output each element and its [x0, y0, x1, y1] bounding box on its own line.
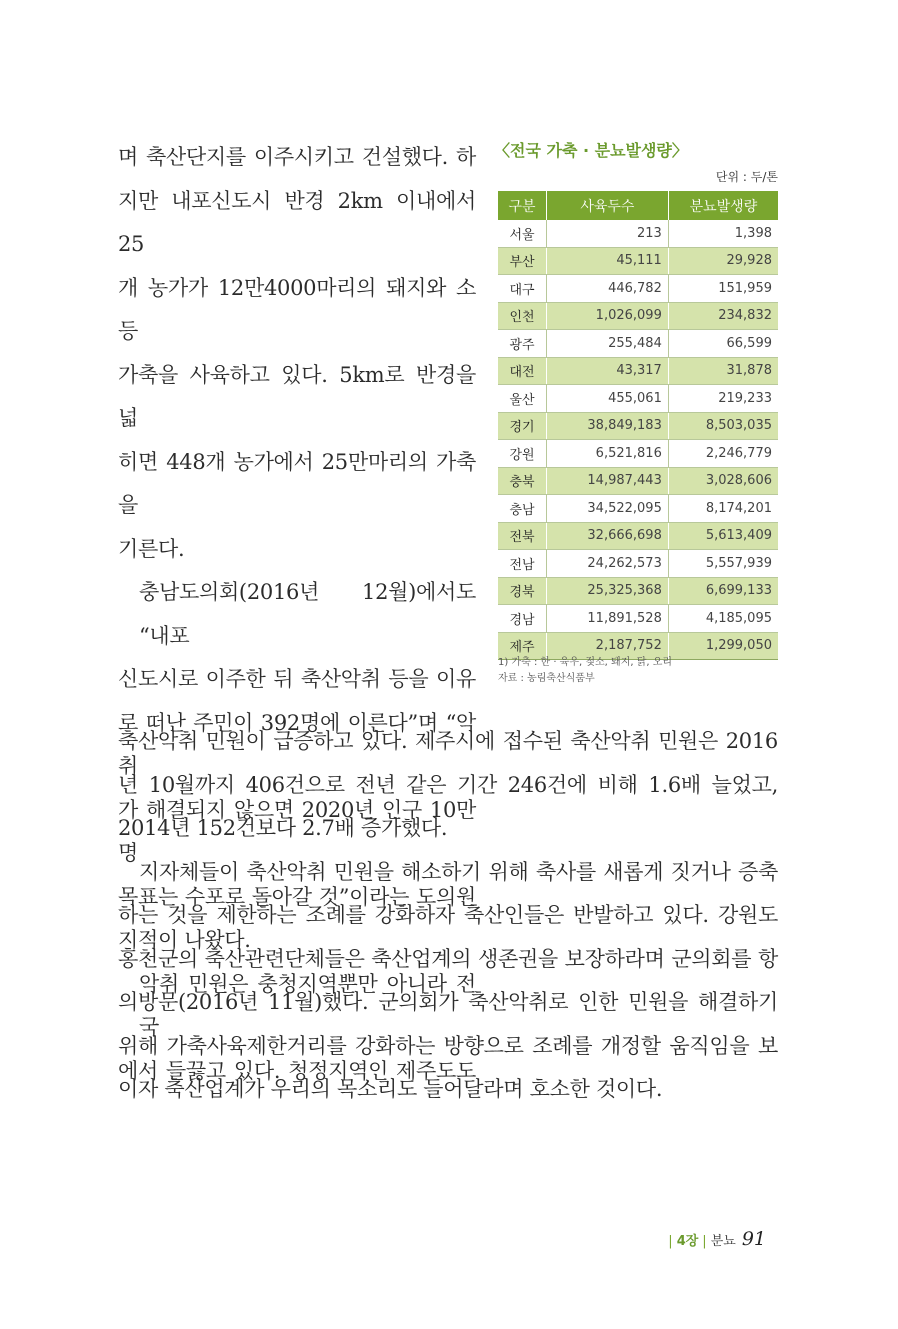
- cell-manure: 151,959: [668, 275, 778, 303]
- cell-manure: 31,878: [668, 357, 778, 385]
- full-width-text: [118, 720, 778, 1112]
- table-row: [498, 302, 778, 330]
- table-row: [498, 577, 778, 605]
- cell-manure: 1,299,050: [668, 632, 778, 660]
- cell-manure: 66,599: [668, 330, 778, 358]
- table-row: [498, 605, 778, 633]
- cell-manure: 5,557,939: [668, 550, 778, 578]
- cell-region: 충남: [498, 495, 547, 523]
- table-row: [498, 247, 778, 275]
- table-unit: 단위 : 두/톤: [715, 170, 778, 184]
- header-livestock: 사육두수: [547, 191, 669, 220]
- paragraph: 축산악취 민원이 급증하고 있다. 제주시에 접수된 축산악취 민원은 2016년 10월까지 406건으로 전년 같은 기간 246건에 비해 1.6배 늘었고, 2014년 152건보다 2.7배 증가했다.: [118, 729, 778, 840]
- cell-manure: 29,928: [668, 247, 778, 275]
- cell-region: 전북: [498, 522, 547, 550]
- footer-divider: |: [702, 1234, 707, 1249]
- cell-region: 인천: [498, 302, 547, 330]
- table-row: [498, 522, 778, 550]
- cell-manure: 8,174,201: [668, 495, 778, 523]
- cell-livestock: 14,987,443: [547, 467, 669, 495]
- table-row: [498, 550, 778, 578]
- footer-section: 분뇨: [710, 1234, 736, 1249]
- text-line: 히면 448개 농가에서 25만마리의 가축을: [118, 449, 476, 517]
- paragraph: 지자체들이 축산악취 민원을 해소하기 위해 축사를 새롭게 짓거나 증축하는 것을 제한하는 조례를 강화하자 축산인들은 반발하고 있다. 강원도 홍천군의 축산관련단체들은 축산업계의 생존권을 보장하라며 군의회를 항의방문(2016년 11월)했다. 군의회가 축산악취로 인한 민원을 해결하기 위해 가축사육제한거리를 강화하는 방향으로 조례를 개정할 움직임을 보이자 축산업계가 우리의 목소리도 들어달라며 호소한 것이다.: [118, 859, 778, 1101]
- cell-manure: 2,246,779: [668, 440, 778, 468]
- footer-chapter: 4장: [676, 1234, 699, 1249]
- table-row: [498, 440, 778, 468]
- cell-manure: 3,028,606: [668, 467, 778, 495]
- cell-livestock: 34,522,095: [547, 495, 669, 523]
- cell-livestock: 11,891,528: [547, 605, 669, 633]
- note-source: 자료 : 농림축산식품부: [498, 673, 595, 684]
- cell-region: 전남: [498, 550, 547, 578]
- cell-region: 대구: [498, 275, 547, 303]
- cell-region: 경기: [498, 412, 547, 440]
- footer-divider: |: [668, 1234, 673, 1249]
- text-line: 가축을 사육하고 있다. 5km로 반경을 넓: [118, 362, 476, 430]
- cell-region: 경북: [498, 577, 547, 605]
- note-livestock: 1) 가축 : 한 · 육우, 젖소, 돼지, 닭, 오리: [498, 657, 673, 668]
- table-notes: [498, 655, 672, 687]
- table-row: [498, 275, 778, 303]
- cell-livestock: 43,317: [547, 357, 669, 385]
- cell-livestock: 25,325,368: [547, 577, 669, 605]
- text-line: 가 해결되지 않으면 2020년 인구 10만명: [118, 797, 476, 865]
- table-row: [498, 412, 778, 440]
- cell-livestock: 455,061: [547, 385, 669, 413]
- header-manure: 분뇨발생량: [668, 191, 778, 220]
- table-row: [498, 385, 778, 413]
- cell-manure: 219,233: [668, 385, 778, 413]
- text-line: 로 떠난 주민이 392명에 이른다”며 “악취: [118, 710, 476, 778]
- cell-region: 부산: [498, 247, 547, 275]
- text-line: 지만 내포신도시 반경 2km 이내에서 25: [118, 188, 476, 256]
- cell-livestock: 213: [547, 220, 669, 247]
- cell-livestock: 32,666,698: [547, 522, 669, 550]
- table-row: [498, 220, 778, 247]
- cell-livestock: 45,111: [547, 247, 669, 275]
- text-line: 신도시로 이주한 뒤 축산악취 등을 이유: [118, 667, 476, 691]
- cell-manure: 234,832: [668, 302, 778, 330]
- table-row: [498, 467, 778, 495]
- text-line: 악취 민원은 충청지역뿐만 아니라 전국: [139, 971, 476, 1039]
- cell-livestock: 24,262,573: [547, 550, 669, 578]
- cell-manure: 4,185,095: [668, 605, 778, 633]
- text-line: 며 축산단지를 이주시키고 건설했다. 하: [118, 145, 476, 169]
- cell-region: 충북: [498, 467, 547, 495]
- cell-manure: 5,613,409: [668, 522, 778, 550]
- table-title: 〈전국 가축 · 분뇨발생량〉: [494, 141, 688, 160]
- text-line: 지적이 나왔다.: [118, 928, 251, 952]
- cell-livestock: 2,187,752: [547, 632, 669, 660]
- cell-livestock: 6,521,816: [547, 440, 669, 468]
- cell-manure: 8,503,035: [668, 412, 778, 440]
- cell-region: 대전: [498, 357, 547, 385]
- text-line: 개 농가가 12만4000마리의 돼지와 소 등: [118, 275, 476, 343]
- cell-livestock: 38,849,183: [547, 412, 669, 440]
- text-line: 충남도의회(2016년 12월)에서도 “내포: [139, 580, 476, 648]
- cell-region: 제주: [498, 632, 547, 660]
- cell-livestock: 255,484: [547, 330, 669, 358]
- livestock-table: [498, 191, 778, 660]
- cell-livestock: 446,782: [547, 275, 669, 303]
- header-region: 구분: [498, 191, 547, 220]
- cell-manure: 1,398: [668, 220, 778, 247]
- table-row: [498, 357, 778, 385]
- cell-region: 광주: [498, 330, 547, 358]
- cell-livestock: 1,026,099: [547, 302, 669, 330]
- cell-manure: 6,699,133: [668, 577, 778, 605]
- page-footer: [600, 1228, 766, 1250]
- text-line: 에서 들끓고 있다. 청정지역인 제주도도: [118, 1058, 476, 1083]
- cell-region: 울산: [498, 385, 547, 413]
- table-header-row: [498, 191, 778, 220]
- text-line: 목표는 수포로 돌아갈 것”이라는 도의원: [118, 884, 476, 909]
- page-number: 91: [741, 1228, 766, 1250]
- table-row: [498, 330, 778, 358]
- cell-region: 강원: [498, 440, 547, 468]
- cell-region: 서울: [498, 220, 547, 247]
- cell-region: 경남: [498, 605, 547, 633]
- table-row: [498, 495, 778, 523]
- text-line: 기른다.: [118, 536, 185, 561]
